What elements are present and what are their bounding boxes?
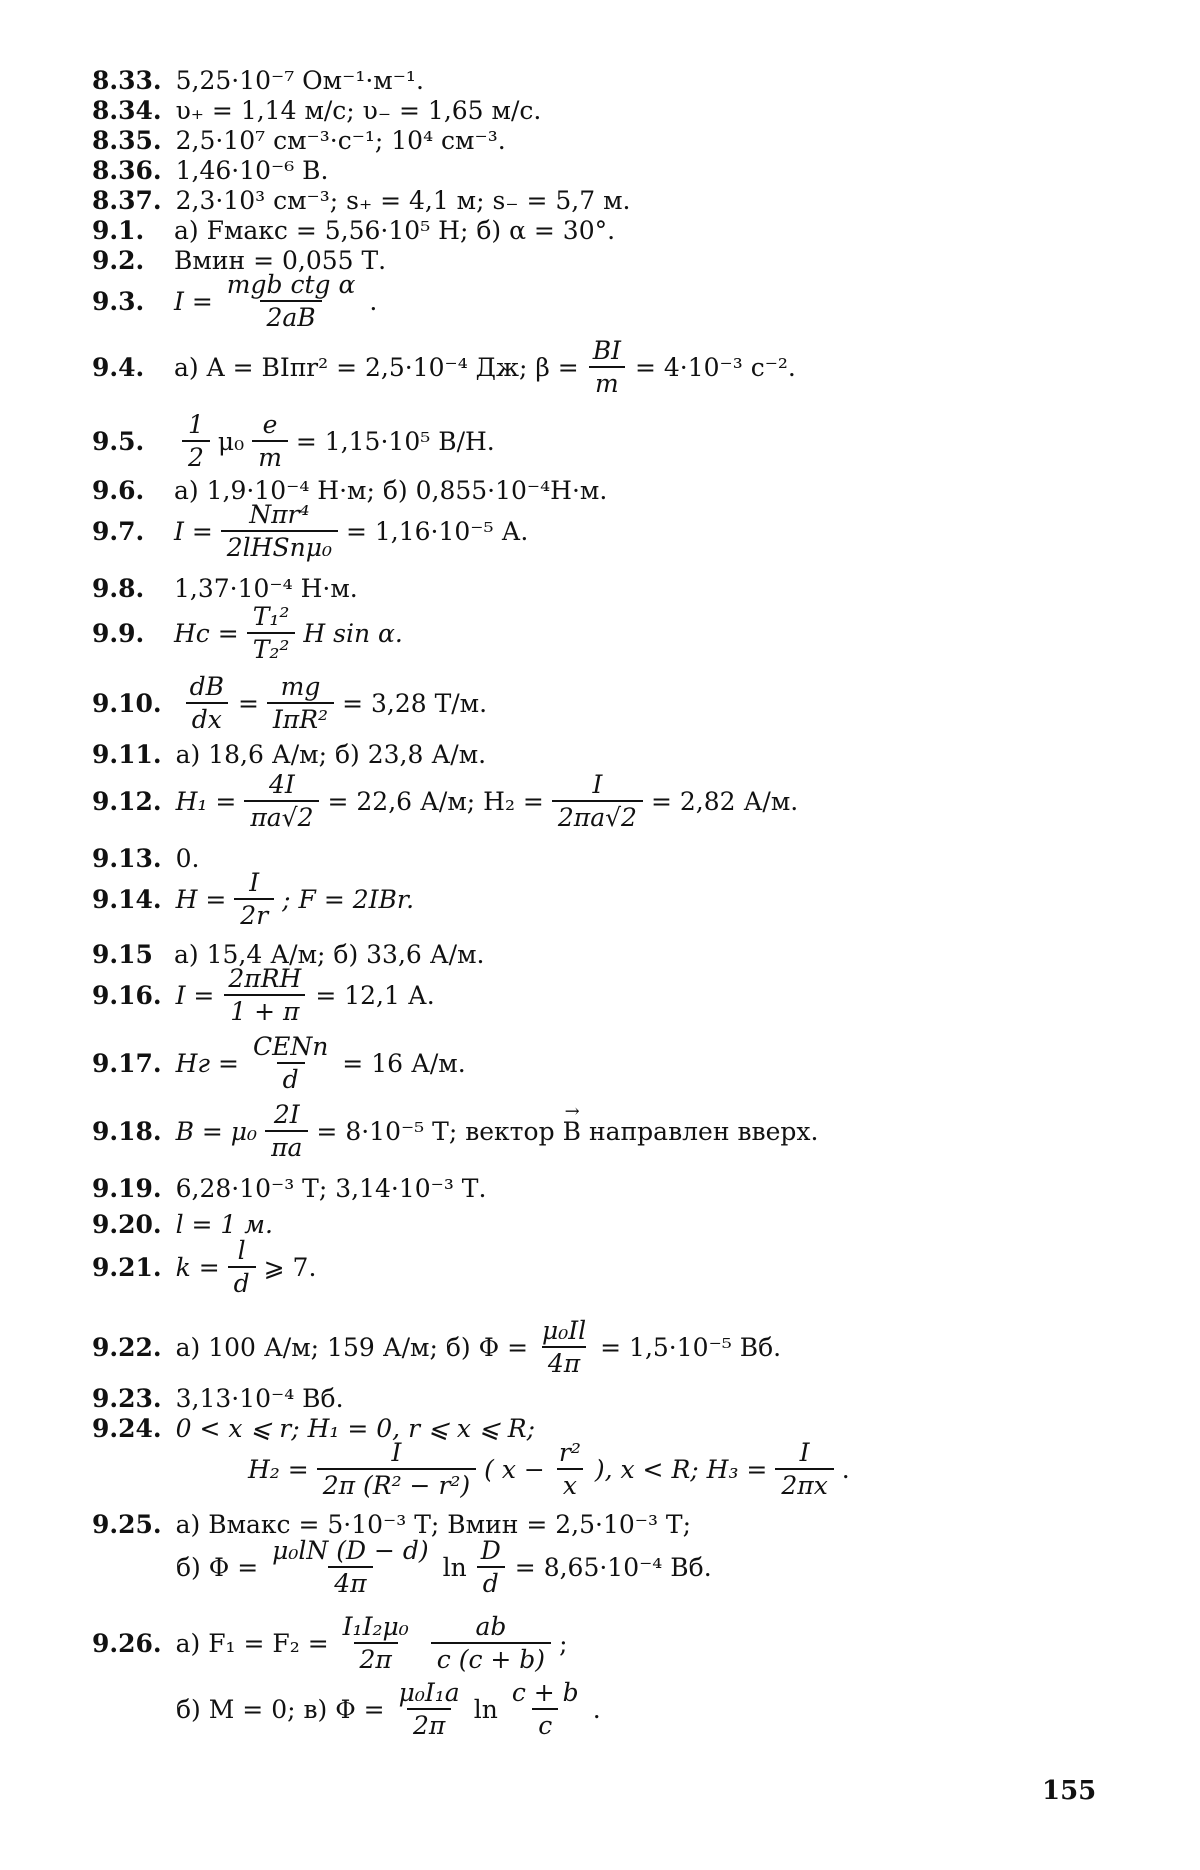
answer-number: 9.15: [92, 940, 153, 969]
formula-rhs: = 4·10⁻³ с⁻².: [634, 352, 796, 382]
fraction-denominator: 2aB: [260, 300, 321, 330]
fraction: [222, 966, 307, 1024]
answer-text: а) Bмакс = 5·10⁻³ Т; Bмин = 2,5·10⁻³ Т;: [175, 1510, 692, 1539]
fraction-numerator: ab: [475, 1612, 507, 1641]
fraction-denominator: IπR²: [267, 702, 334, 732]
fraction-numerator: I: [592, 770, 603, 799]
fraction-numerator: dB: [189, 672, 224, 701]
answer-number: 9.24.: [92, 1414, 162, 1443]
fraction: [234, 870, 274, 928]
fraction-denominator: T₂²: [247, 632, 296, 662]
answer-number: 9.19.: [92, 1174, 162, 1203]
answer-number: 9.8.: [92, 574, 145, 603]
answer-9-18: [92, 1102, 818, 1160]
page-number: 155: [1042, 1776, 1097, 1806]
formula-lhs: б) M = 0; в) Φ =: [176, 1694, 385, 1724]
fraction-numerator: Nπr⁴: [249, 500, 310, 529]
formula-rhs: = 3,28 Т/м.: [342, 688, 488, 718]
formula-mid: ln: [473, 1694, 498, 1724]
formula-lhs: I =: [174, 516, 213, 546]
answer-number: 9.3.: [92, 286, 145, 316]
fraction-denominator: 2π: [407, 1708, 451, 1738]
fraction: [431, 1614, 551, 1672]
fraction: [184, 674, 230, 732]
fraction-numerator: l: [237, 1236, 246, 1265]
formula-mid: ( x −: [484, 1454, 545, 1484]
fraction: [317, 1440, 476, 1498]
fraction-denominator: 4π: [328, 1566, 372, 1596]
fraction: [221, 272, 362, 330]
fraction-denominator: 2lHSnμ₀: [221, 530, 338, 560]
fraction-numerator: D: [480, 1536, 501, 1565]
answer-number: 9.5.: [92, 426, 145, 456]
answer-9-26: [92, 1614, 568, 1672]
fraction-denominator: πa√2: [244, 800, 319, 830]
fraction-denominator: 2πa√2: [552, 800, 643, 830]
fraction-denominator: d: [277, 1062, 305, 1092]
answer-9-12: [92, 772, 798, 830]
formula-rhs: ), x < R; H₃ =: [594, 1454, 768, 1484]
answer-9-6: [92, 478, 607, 503]
answer-text: 2,3·10³ см⁻³; s₊ = 4,1 м; s₋ = 5,7 м.: [175, 186, 631, 215]
answer-9-5: [92, 412, 495, 470]
formula-lhs: H₂ =: [248, 1454, 309, 1484]
fraction-numerator: 1: [188, 410, 204, 439]
fraction: [247, 1034, 334, 1092]
fraction-denominator: 2r: [234, 898, 274, 928]
formula-lhs: б) Φ =: [176, 1552, 259, 1582]
fraction: [247, 604, 296, 662]
fraction-numerator: 2πRH: [228, 964, 302, 993]
formula-mid: =: [237, 688, 259, 718]
answer-8-37: [92, 188, 630, 213]
formula-rhs2: направлен вверх.: [588, 1116, 819, 1146]
answer-9-23: [92, 1386, 344, 1411]
answer-9-13: [92, 846, 199, 871]
formula-lhs: k =: [175, 1252, 220, 1282]
answer-text: 2,5·10⁷ см⁻³·с⁻¹; 10⁴ см⁻³.: [175, 126, 506, 155]
fraction-numerator: T₁²: [252, 602, 290, 631]
formula-rhs: = 1,16·10⁻⁵ А.: [345, 516, 529, 546]
answer-8-34: [92, 98, 541, 123]
formula-lhs: H =: [175, 884, 227, 914]
fraction-denominator: m: [589, 366, 625, 396]
fraction-numerator: 2I: [273, 1100, 300, 1129]
fraction-numerator: μ₀lN (D − d): [272, 1536, 429, 1565]
fraction-denominator: m: [252, 440, 288, 470]
formula-lhs: а) 100 А/м; 159 А/м; б) Φ =: [175, 1332, 529, 1362]
answer-number: 9.6.: [92, 476, 145, 505]
fraction: [252, 412, 288, 470]
answer-text: а) 15,4 А/м; б) 33,6 А/м.: [174, 940, 485, 969]
answer-text: а) 18,6 А/м; б) 23,8 А/м.: [175, 740, 487, 769]
fraction: [393, 1680, 466, 1738]
answer-9-4: [92, 338, 796, 396]
answer-number: 9.16.: [92, 980, 162, 1010]
answer-9-22: [92, 1318, 781, 1376]
fraction: [775, 1440, 833, 1498]
formula-rhs: ⩾ 7.: [263, 1252, 317, 1282]
fraction-denominator: dx: [186, 702, 228, 732]
answer-number: 9.14.: [92, 884, 162, 914]
formula-rhs: = 12,1 А.: [315, 980, 435, 1010]
answer-text: а) 1,9·10⁻⁴ Н·м; б) 0,855·10⁻⁴Н·м.: [174, 476, 608, 505]
fraction-denominator: d: [477, 1566, 505, 1596]
answer-number: 9.23.: [92, 1384, 162, 1413]
answer-number: 9.17.: [92, 1048, 162, 1078]
answer-text: 6,28·10⁻³ Т; 3,14·10⁻³ Т.: [175, 1174, 487, 1203]
fraction-denominator: 2πx: [775, 1468, 833, 1498]
formula-lhs: I =: [175, 980, 215, 1010]
answer-number: 9.7.: [92, 516, 145, 546]
fraction-numerator: c + b: [511, 1678, 579, 1707]
answer-9-24-continued: [248, 1440, 850, 1498]
answer-text: 5,25·10⁻⁷ Ом⁻¹·м⁻¹.: [175, 66, 424, 95]
answer-number: 9.10.: [92, 688, 162, 718]
fraction-numerator: I: [249, 868, 260, 897]
answer-9-3: [92, 272, 377, 330]
fraction: [536, 1318, 592, 1376]
fraction: [337, 1614, 415, 1672]
answer-9-20: [92, 1212, 273, 1237]
formula-lhs: а) F₁ = F₂ =: [175, 1628, 329, 1658]
fraction-denominator: 2π (R² − r²): [317, 1468, 476, 1498]
fraction-numerator: I: [391, 1438, 402, 1467]
fraction: [266, 1538, 434, 1596]
answer-9-25: [92, 1512, 691, 1537]
formula-lhs: H₁ =: [175, 786, 237, 816]
answer-number: 9.18.: [92, 1116, 162, 1146]
fraction-numerator: I: [799, 1438, 810, 1467]
formula-mid: ln: [442, 1552, 467, 1582]
answer-8-33: [92, 68, 424, 93]
fraction: [267, 674, 334, 732]
answer-number: 9.26.: [92, 1628, 162, 1658]
formula-lhs: а) A = BIπr² = 2,5·10⁻⁴ Дж; β =: [174, 352, 579, 382]
answer-9-16: [92, 966, 435, 1024]
answer-number: 9.21.: [92, 1252, 162, 1282]
formula-rhs: = 8·10⁻⁵ Т; вектор: [316, 1116, 555, 1146]
answer-number: 8.37.: [92, 186, 162, 215]
answer-text: а) Fмакс = 5,56·10⁵ Н; б) α = 30°.: [174, 216, 616, 245]
answer-text: Bмин = 0,055 Т.: [174, 246, 387, 275]
fraction-numerator: μ₀Il: [542, 1316, 587, 1345]
formula-rhs: H sin α.: [303, 618, 403, 648]
answer-number: 8.34.: [92, 96, 162, 125]
fraction-denominator: d: [228, 1266, 256, 1296]
answer-9-8: [92, 576, 358, 601]
fraction-numerator: 4I: [269, 770, 295, 799]
formula-lhs: B = μ₀: [175, 1116, 258, 1146]
formula-rhs: = 8,65·10⁻⁴ Вб.: [514, 1552, 712, 1582]
fraction: [182, 412, 210, 470]
fraction: [244, 772, 319, 830]
formula-lhs: Hг =: [175, 1048, 239, 1078]
answer-number: 9.12.: [92, 786, 162, 816]
answer-number: 9.1.: [92, 216, 145, 245]
formula-rhs2: .: [841, 1454, 850, 1484]
answer-number: 8.33.: [92, 66, 162, 95]
answer-number: 9.25.: [92, 1510, 162, 1539]
answer-text: υ₊ = 1,14 м/с; υ₋ = 1,65 м/с.: [175, 96, 542, 125]
answer-9-17: [92, 1034, 466, 1092]
answer-9-7: [92, 502, 528, 560]
answer-text: 0 < x ⩽ r; H₁ = 0, r ⩽ x ⩽ R;: [175, 1414, 536, 1443]
answer-text: 3,13·10⁻⁴ Вб.: [175, 1384, 344, 1413]
formula-rhs: = 1,15·10⁵ В/Н.: [295, 426, 495, 456]
answer-8-36: [92, 158, 329, 183]
formula-rhs: = 2,82 А/м.: [650, 786, 799, 816]
fraction-numerator: μ₀I₁a: [398, 1678, 460, 1707]
answer-8-35: [92, 128, 506, 153]
answer-number: 8.36.: [92, 156, 162, 185]
answer-number: 9.11.: [92, 740, 162, 769]
fraction-denominator: c: [532, 1708, 558, 1738]
formula-mid: μ₀: [217, 426, 245, 456]
fraction-denominator: x: [557, 1468, 583, 1498]
answer-9-10: [92, 674, 487, 732]
answer-9-9: [92, 604, 403, 662]
answer-text: 0.: [175, 844, 200, 873]
fraction-numerator: CENn: [252, 1032, 329, 1061]
formula-lhs: I =: [174, 286, 213, 316]
formula-rhs: .: [592, 1694, 601, 1724]
fraction: [475, 1538, 507, 1596]
fraction-numerator: mgb ctg α: [226, 270, 356, 299]
answer-text: 1,46·10⁻⁶ В.: [175, 156, 329, 185]
formula-rhs: = 1,5·10⁻⁵ Вб.: [600, 1332, 782, 1362]
fraction: [265, 1102, 308, 1160]
fraction-denominator: 4π: [542, 1346, 586, 1376]
fraction: [553, 1440, 587, 1498]
answer-9-1: [92, 218, 615, 243]
fraction-numerator: e: [262, 410, 278, 439]
answer-number: 9.13.: [92, 844, 162, 873]
answer-9-24: [92, 1416, 535, 1441]
formula-rhs: = 16 А/м.: [342, 1048, 466, 1078]
fraction: [587, 338, 627, 396]
answer-9-11: [92, 742, 486, 767]
answer-9-25-continued: [176, 1538, 712, 1596]
fraction-denominator: 2: [182, 440, 210, 470]
fraction-denominator: 1 + π: [224, 994, 305, 1024]
answer-9-26-continued: [176, 1680, 601, 1738]
answer-number: 9.20.: [92, 1210, 162, 1239]
formula-mid: = 22,6 А/м; H₂ =: [327, 786, 544, 816]
answer-number: 9.2.: [92, 246, 145, 275]
fraction-numerator: I₁I₂μ₀: [342, 1612, 409, 1641]
answer-9-21: [92, 1238, 316, 1296]
formula-rhs: .: [369, 286, 378, 316]
fraction: [221, 502, 338, 560]
fraction: [506, 1680, 585, 1738]
answer-number: 9.22.: [92, 1332, 162, 1362]
formula-rhs: ;: [559, 1628, 568, 1658]
fraction-numerator: r²: [558, 1438, 581, 1467]
answer-number: 9.4.: [92, 352, 145, 382]
fraction-denominator: πa: [265, 1130, 308, 1160]
fraction: [228, 1238, 256, 1296]
fraction-denominator: 2π: [354, 1642, 398, 1672]
answer-number: 9.9.: [92, 618, 145, 648]
answer-text: l = 1 м.: [175, 1210, 273, 1239]
answer-9-14: [92, 870, 414, 928]
fraction: [552, 772, 643, 830]
fraction-denominator: c (c + b): [431, 1642, 551, 1672]
answer-text: 1,37·10⁻⁴ Н·м.: [174, 574, 358, 603]
fraction-numerator: BI: [592, 336, 621, 365]
answer-9-19: [92, 1176, 486, 1201]
fraction-numerator: mg: [280, 672, 321, 701]
vector-symbol: → B: [563, 1119, 581, 1144]
formula-lhs: Hc =: [174, 618, 239, 648]
answer-number: 8.35.: [92, 126, 162, 155]
formula-rhs: ; F = 2IBr.: [282, 884, 415, 914]
